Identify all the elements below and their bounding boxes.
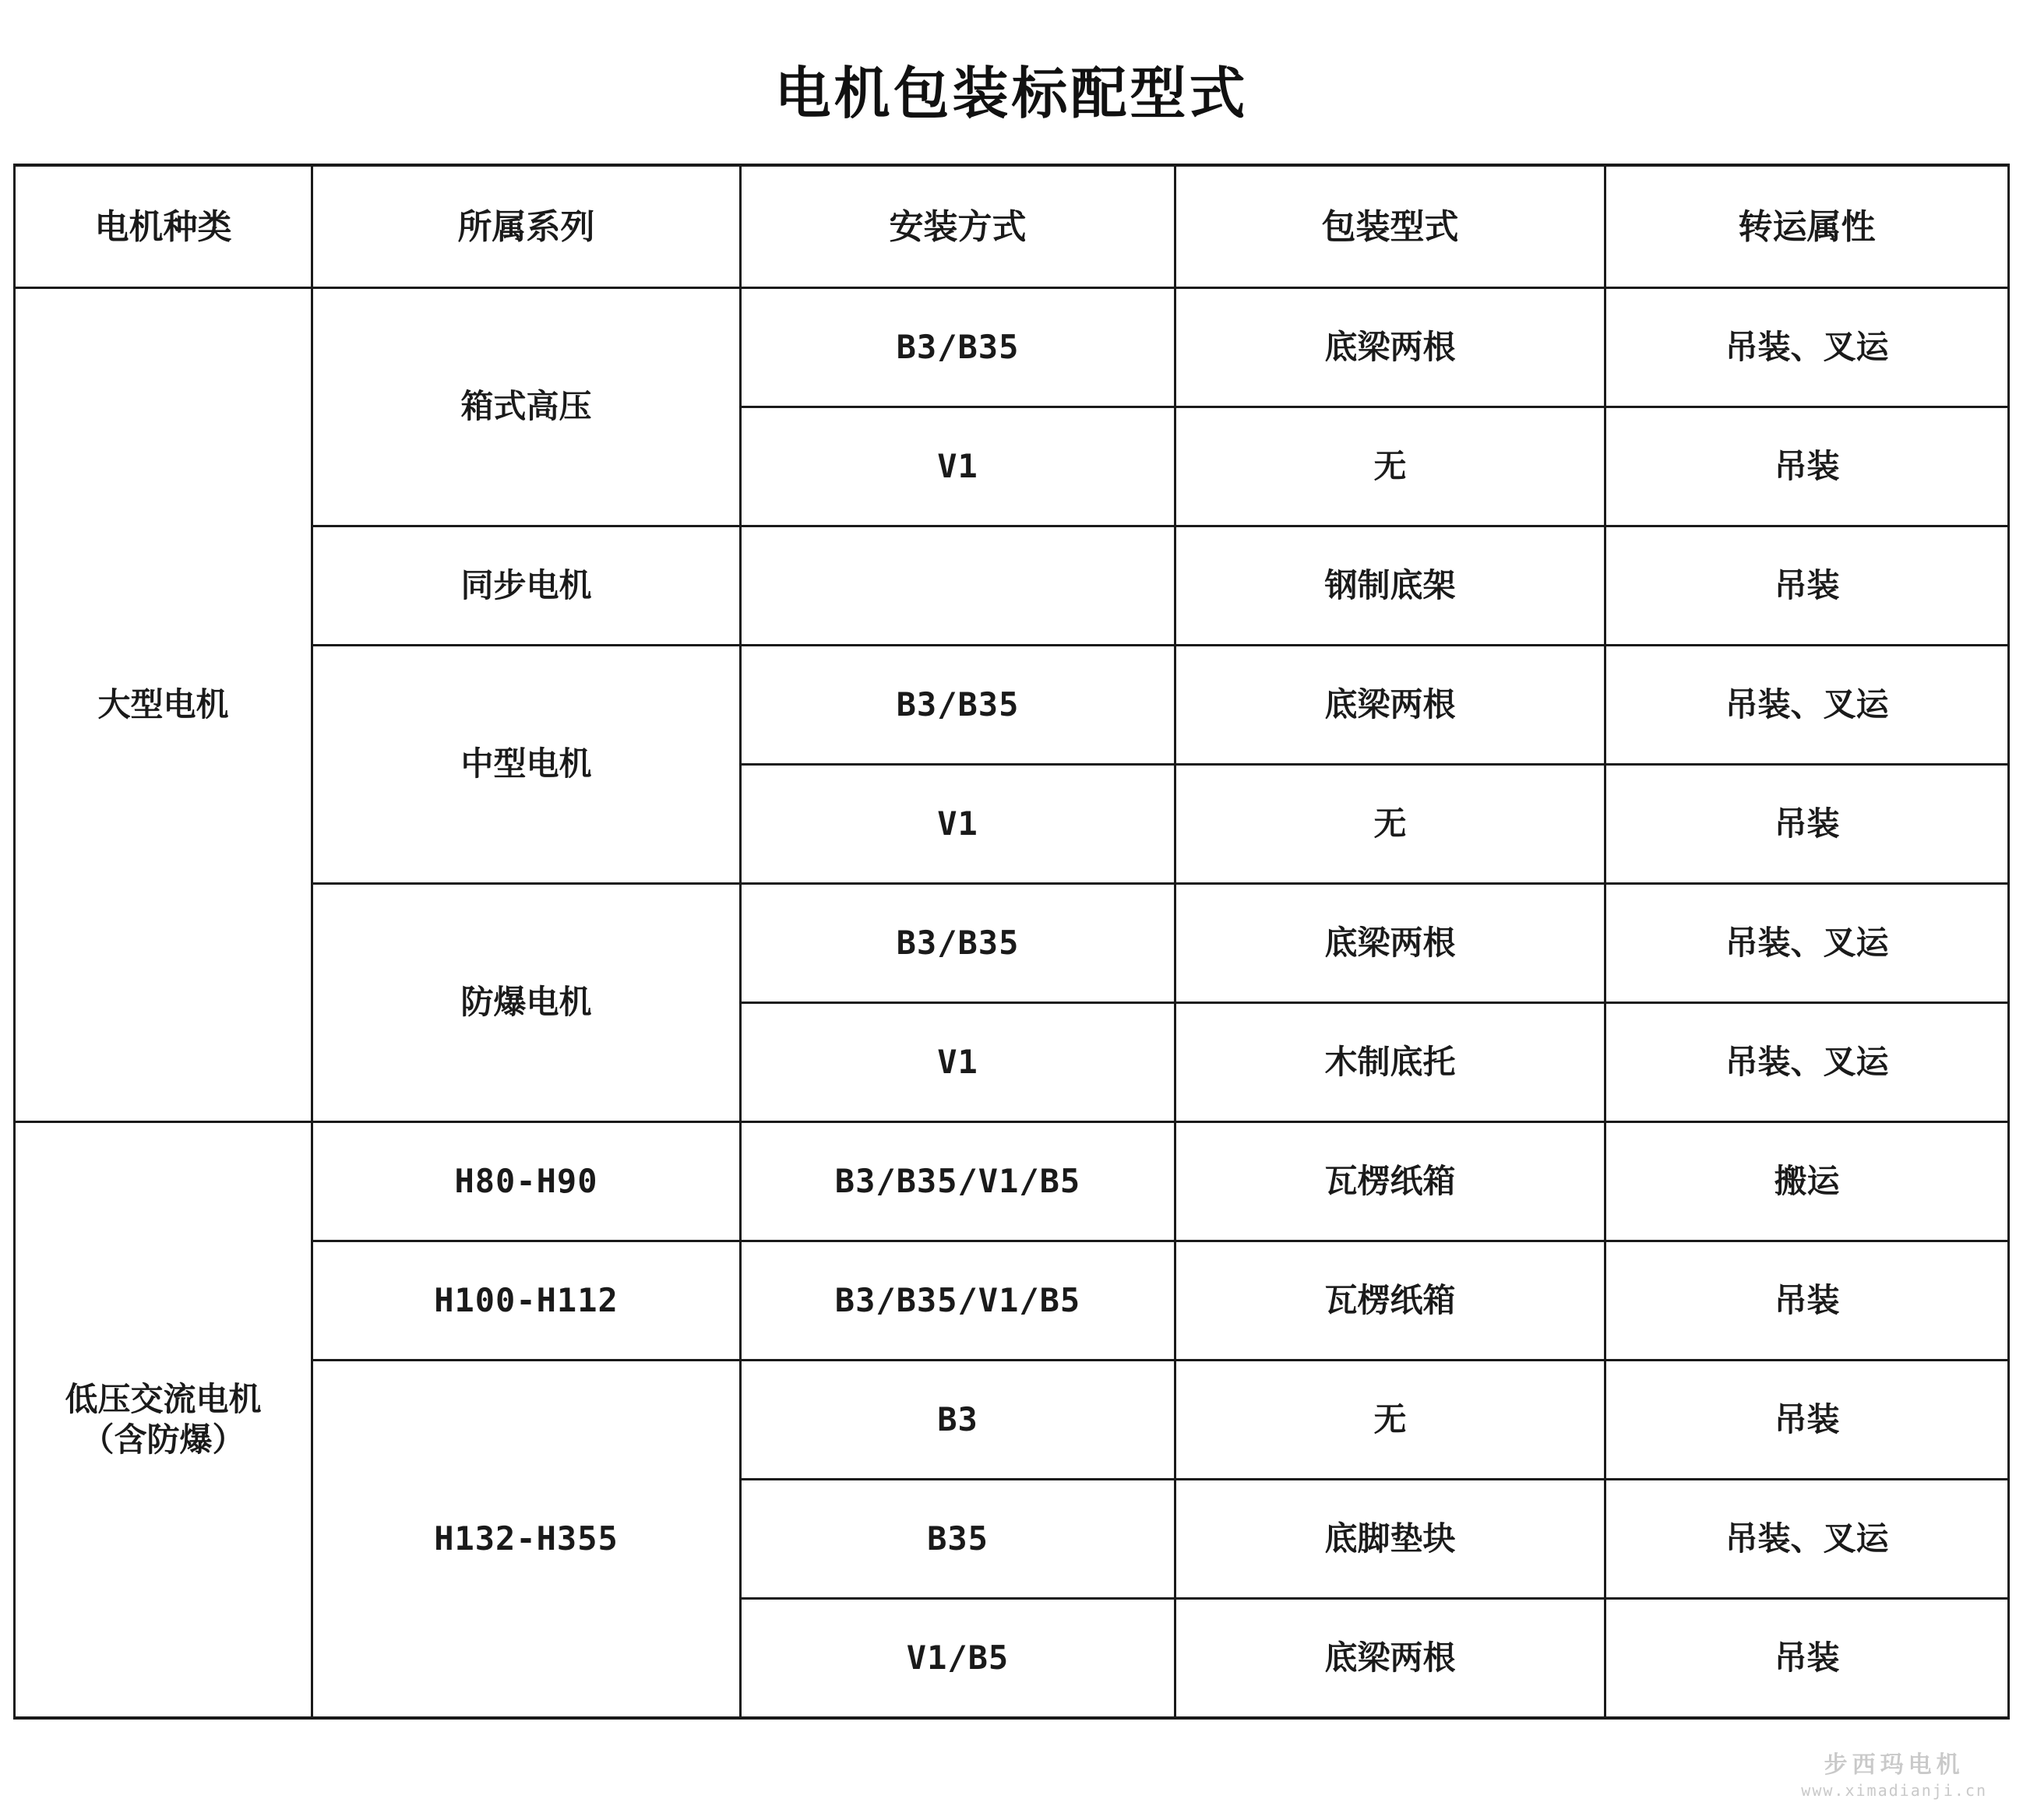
cell-transfer: 吊装 (1605, 407, 2009, 526)
cell-mounting: B3/B35 (741, 288, 1175, 407)
column-header-mounting: 安装方式 (741, 165, 1175, 288)
cell-mounting: V1 (741, 407, 1175, 526)
cell-packaging: 无 (1175, 1361, 1605, 1480)
category-line-1: 低压交流电机 (65, 1380, 262, 1417)
column-header-transfer: 转运属性 (1605, 165, 2009, 288)
page-title: 电机包装标配型式 (774, 63, 1249, 125)
cell-packaging: 底梁两根 (1175, 288, 1605, 407)
cell-mounting: B3/B35 (741, 884, 1175, 1003)
table-row (15, 646, 2009, 765)
table-row (15, 884, 2009, 1003)
cell-mounting: B3/B35/V1/B5 (741, 1122, 1175, 1241)
cell-transfer: 吊装、叉运 (1605, 1480, 2009, 1599)
cell-series: 中型电机 (312, 646, 741, 884)
cell-transfer: 吊装 (1605, 1241, 2009, 1361)
column-header-packaging: 包装型式 (1175, 165, 1605, 288)
table-row (15, 288, 2009, 407)
cell-packaging: 底梁两根 (1175, 1599, 1605, 1719)
watermark-brand: 步西玛电机 (1824, 1752, 1965, 1778)
cell-packaging: 底梁两根 (1175, 884, 1605, 1003)
motor-packaging-table (13, 164, 2010, 1720)
cell-transfer: 吊装、叉运 (1605, 646, 2009, 765)
cell-mounting: B3/B35 (741, 646, 1175, 765)
cell-transfer: 吊装、叉运 (1605, 288, 2009, 407)
cell-transfer: 吊装、叉运 (1605, 884, 2009, 1003)
column-header-motor-category: 电机种类 (15, 165, 312, 288)
cell-packaging: 无 (1175, 765, 1605, 884)
category-line-2: （含防爆） (81, 1421, 245, 1458)
cell-transfer: 吊装 (1605, 1599, 2009, 1719)
table-row (15, 1241, 2009, 1361)
cell-transfer: 搬运 (1605, 1122, 2009, 1241)
watermark-url: www.ximadianji.cn (1801, 1781, 1987, 1800)
cell-packaging: 木制底托 (1175, 1003, 1605, 1122)
cell-series: H132-H355 (312, 1361, 741, 1719)
table-row (15, 1122, 2009, 1241)
cell-series: 箱式高压 (312, 288, 741, 526)
column-header-series: 所属系列 (312, 165, 741, 288)
cell-series: H80-H90 (312, 1122, 741, 1241)
cell-mounting: B3 (741, 1361, 1175, 1480)
cell-packaging: 无 (1175, 407, 1605, 526)
cell-mounting: V1 (741, 765, 1175, 884)
cell-packaging: 瓦楞纸箱 (1175, 1241, 1605, 1361)
cell-packaging: 底脚垫块 (1175, 1480, 1605, 1599)
table-header-row (15, 165, 2009, 288)
cell-transfer: 吊装 (1605, 1361, 2009, 1480)
cell-motor-category: 大型电机 (15, 288, 312, 1122)
cell-transfer: 吊装 (1605, 765, 2009, 884)
cell-series: 同步电机 (312, 526, 741, 646)
cell-motor-category (15, 1122, 312, 1719)
cell-packaging: 瓦楞纸箱 (1175, 1122, 1605, 1241)
cell-mounting: B35 (741, 1480, 1175, 1599)
cell-transfer: 吊装 (1605, 526, 2009, 646)
cell-packaging: 底梁两根 (1175, 646, 1605, 765)
cell-series: H100-H112 (312, 1241, 741, 1361)
cell-mounting: B3/B35/V1/B5 (741, 1241, 1175, 1361)
cell-series: 防爆电机 (312, 884, 741, 1122)
cell-mounting: V1 (741, 1003, 1175, 1122)
table-row (15, 1361, 2009, 1480)
cell-mounting (741, 526, 1175, 646)
watermark (1801, 1752, 1987, 1800)
table-row (15, 526, 2009, 646)
cell-mounting: V1/B5 (741, 1599, 1175, 1719)
cell-packaging: 钢制底架 (1175, 526, 1605, 646)
cell-transfer: 吊装、叉运 (1605, 1003, 2009, 1122)
